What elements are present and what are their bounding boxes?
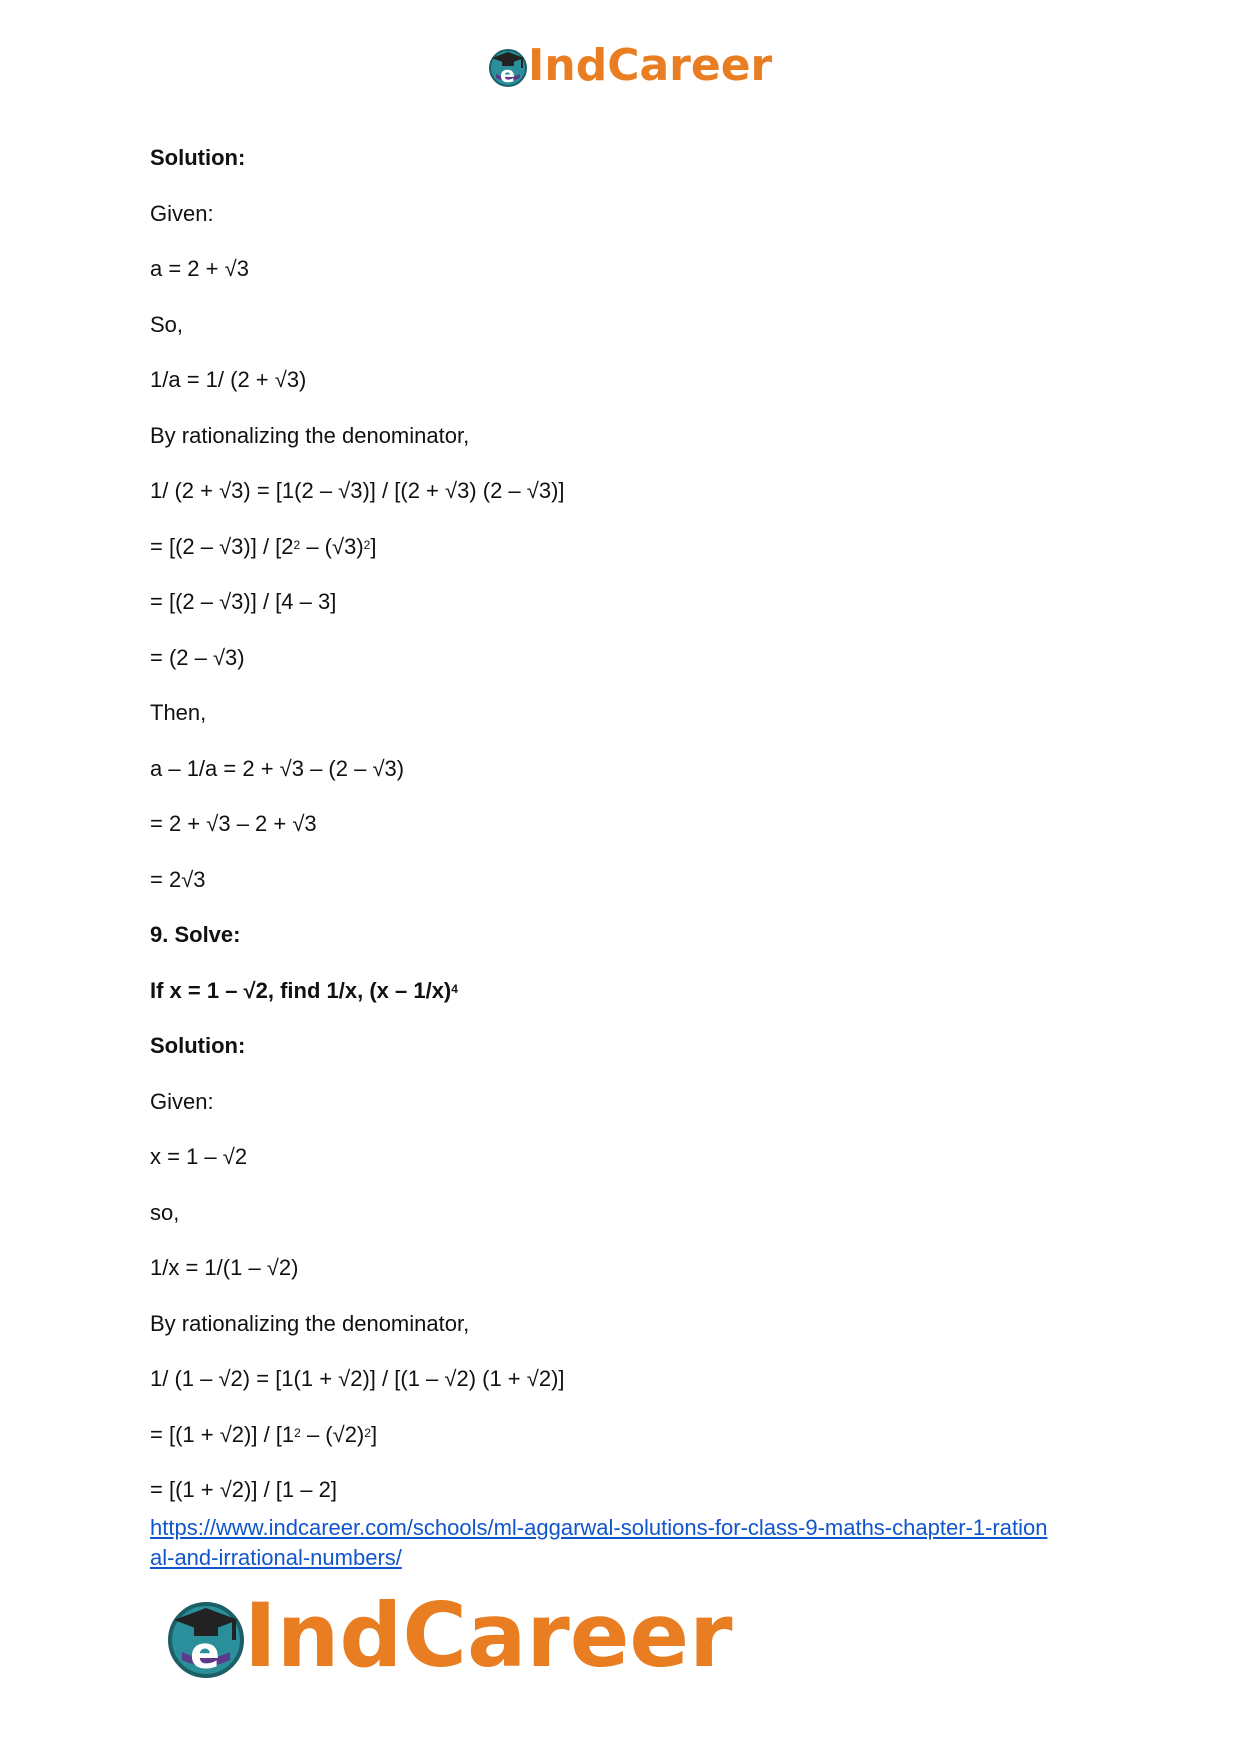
text-line: = [(1 + √2)] / [1 – 2] [150,1477,337,1502]
text-line: Solution: [150,1033,246,1058]
text-line: = (2 – √3) [150,644,245,670]
text-segment: = [(1 + √2)] / [1 [150,1421,295,1447]
source-link-line-1[interactable]: https://www.indcareer.com/schools/ml-aggarwal-solutions-for-class-9-maths-chapter-1-ration [150,1515,1048,1540]
header-logo [486,38,772,94]
superscript: 2 [364,1425,371,1440]
text-line: Given: [150,200,214,226]
text-segment: – (√3) [300,533,364,559]
superscript: 2 [363,537,371,552]
text-line: Solution: [150,145,246,170]
text-line: Given: [150,1088,214,1114]
superscript: 4 [451,981,458,996]
superscript: 2 [293,537,301,552]
text-line [150,533,1100,561]
brand-name-large: IndCareer [244,1584,733,1687]
document-body [150,144,1100,1532]
text-line: 1/a = 1/ (2 + √3) [150,367,307,392]
source-link-line-2[interactable]: al-and-irrational-numbers/ [150,1545,402,1570]
text-line: = 2 + √3 – 2 + √3 [150,811,317,836]
text-segment: – (√2) [300,1421,365,1447]
text-line: = [(2 – √3)] / [4 – 3] [150,589,337,614]
graduation-cap-globe-icon [162,1592,250,1680]
text-line: By rationalizing the denominator, [150,1310,470,1336]
source-link[interactable] [150,1513,1110,1573]
svg-text:e: e [190,1628,220,1679]
text-line [150,1421,1100,1449]
text-line: Then, [150,700,207,725]
text-line: So, [150,311,184,337]
text-line: a – 1/a = 2 + √3 – (2 – √3) [150,755,405,781]
text-line: 9. Solve: [150,922,241,947]
brand-name: IndCareer [528,40,773,91]
text-segment: ] [370,533,377,559]
text-line: 1/ (2 + √3) = [1(2 – √3)] / [(2 + √3) (2 – √3)] [150,478,565,503]
text-segment: = [(2 – √3)] / [2 [150,533,294,559]
footer-logo [162,1580,733,1692]
text-segment: ] [370,1421,378,1447]
text-line: = 2√3 [150,866,206,892]
superscript: 2 [294,1425,301,1440]
text-line: so, [150,1199,180,1225]
svg-text:e: e [500,63,515,88]
text-line: By rationalizing the denominator, [150,422,470,448]
text-line: x = 1 – √2 [150,1144,248,1169]
text-line: 1/ (1 – √2) = [1(1 + √2)] / [(1 – √2) (1 + √2)] [150,1366,565,1391]
text-line: a = 2 + √3 [150,256,249,281]
graduation-cap-globe-icon [486,44,530,88]
text-line: 1/x = 1/(1 – √2) [150,1255,299,1280]
text-segment: If x = 1 – √2, find 1/x, (x – 1/x) [150,977,452,1003]
text-line [150,977,1100,1005]
